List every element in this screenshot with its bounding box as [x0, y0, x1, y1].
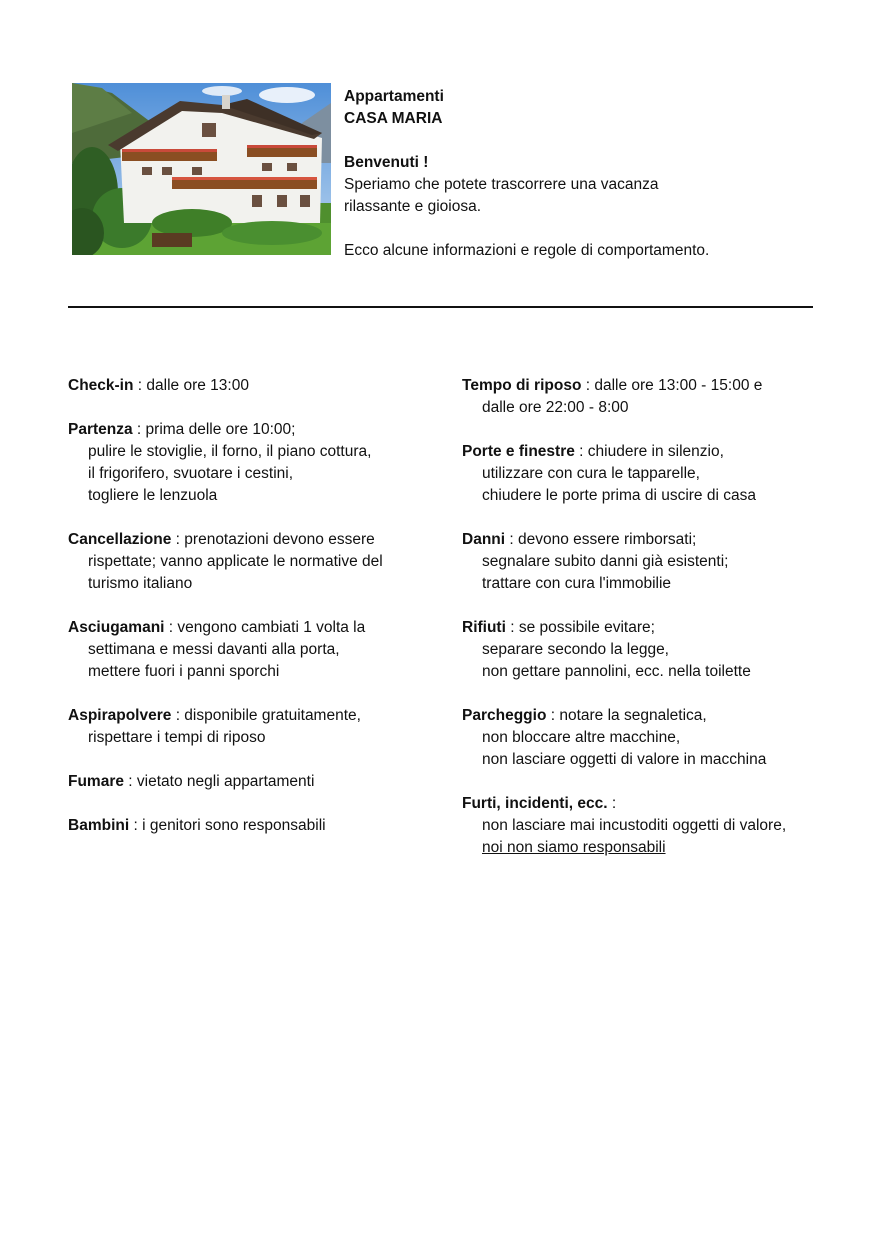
rule-text: il frigorifero, svuotare i cestini, — [88, 465, 294, 482]
rule-term: Cancellazione — [68, 531, 172, 548]
rule-text: mettere fuori i panni sporchi — [88, 663, 280, 680]
rule-item — [68, 617, 438, 683]
rule-text: : chiudere in silenzio, — [574, 443, 724, 460]
rule-text: : devono essere rimborsati; — [505, 531, 697, 548]
rule-text: : vengono cambiati 1 volta la — [164, 619, 366, 636]
rule-text: : i genitori sono responsabili — [129, 817, 326, 834]
rule-item — [68, 419, 438, 507]
rule-text: : prenotazioni devono essere — [171, 531, 375, 548]
rule-item — [68, 529, 438, 595]
rule-text: dalle ore 22:00 - 8:00 — [482, 399, 629, 416]
rule-term: Porte e finestre — [462, 443, 575, 460]
rule-term: Check-in — [68, 377, 134, 394]
house-photo — [72, 83, 331, 255]
rule-text: : se possibile evitare; — [505, 619, 655, 636]
rule-term: Fumare — [68, 773, 124, 790]
rule-term: Bambini — [68, 817, 130, 834]
rule-item — [68, 705, 438, 749]
intro-heading-line1: Appartamenti — [344, 88, 444, 105]
welcome-line-2: rilassante e gioiosa. — [344, 198, 481, 215]
rule-text: : dalle ore 13:00 — [133, 377, 249, 394]
rule-term: Asciugamani — [68, 619, 165, 636]
rule-text: : dalle ore 13:00 - 15:00 e — [581, 377, 763, 394]
rule-item — [68, 815, 438, 837]
divider — [68, 306, 813, 308]
info-line: Ecco alcune informazioni e regole di comportamento. — [344, 242, 710, 259]
rule-item — [462, 793, 832, 859]
rule-text: : vietato negli appartamenti — [124, 773, 315, 790]
rule-item — [462, 375, 832, 419]
rule-text: turismo italiano — [88, 575, 193, 592]
rule-text: trattare con cura l'immobilie — [482, 575, 672, 592]
rule-text: utilizzare con cura le tapparelle, — [482, 465, 700, 482]
rule-term: Furti, incidenti, ecc. — [462, 795, 608, 812]
intro-heading-line2: CASA MARIA — [344, 110, 443, 127]
rule-item — [462, 529, 832, 595]
rule-text: rispettare i tempi di riposo — [88, 729, 266, 746]
rule-text: : — [607, 795, 617, 812]
rule-text: non lasciare mai incustoditi oggetti di valore, — [482, 817, 787, 834]
rule-text: : notare la segnaletica, — [546, 707, 707, 724]
welcome-title: Benvenuti ! — [344, 154, 429, 171]
rule-term: Parcheggio — [462, 707, 547, 724]
rules-column-left — [68, 375, 438, 859]
rule-text: pulire le stoviglie, il forno, il piano cottura, — [88, 443, 372, 460]
rule-item — [462, 617, 832, 683]
rule-text: non bloccare altre macchine, — [482, 729, 681, 746]
welcome-line-1: Speriamo che potete trascorrere una vacanza — [344, 176, 659, 193]
house-photo-illustration — [72, 83, 331, 255]
rule-item — [68, 771, 438, 793]
rule-text: separare secondo la legge, — [482, 641, 669, 658]
rule-text: chiudere le porte prima di uscire di casa — [482, 487, 756, 504]
rule-text: settimana e messi davanti alla porta, — [88, 641, 340, 658]
rule-term: Tempo di riposo — [462, 377, 582, 394]
rule-term: Aspirapolvere — [68, 707, 172, 724]
rule-text: : prima delle ore 10:00; — [132, 421, 296, 438]
rules-column-right — [462, 375, 832, 881]
rule-text: rispettate; vanno applicate le normative del — [88, 553, 383, 570]
disclaimer-underlined: noi non siamo responsabili — [482, 839, 666, 856]
rule-term: Rifiuti — [462, 619, 506, 636]
rule-text: segnalare subito danni già esistenti; — [482, 553, 729, 570]
rule-text: togliere le lenzuola — [88, 487, 218, 504]
rule-term: Danni — [462, 531, 506, 548]
intro-block — [344, 86, 824, 262]
rule-text: non lasciare oggetti di valore in macchina — [482, 751, 767, 768]
rule-item — [462, 705, 832, 771]
rule-text: non gettare pannolini, ecc. nella toilette — [482, 663, 751, 680]
rule-term: Partenza — [68, 421, 133, 438]
rule-text: : disponibile gratuitamente, — [171, 707, 361, 724]
rule-item — [68, 375, 438, 397]
rule-item — [462, 441, 832, 507]
